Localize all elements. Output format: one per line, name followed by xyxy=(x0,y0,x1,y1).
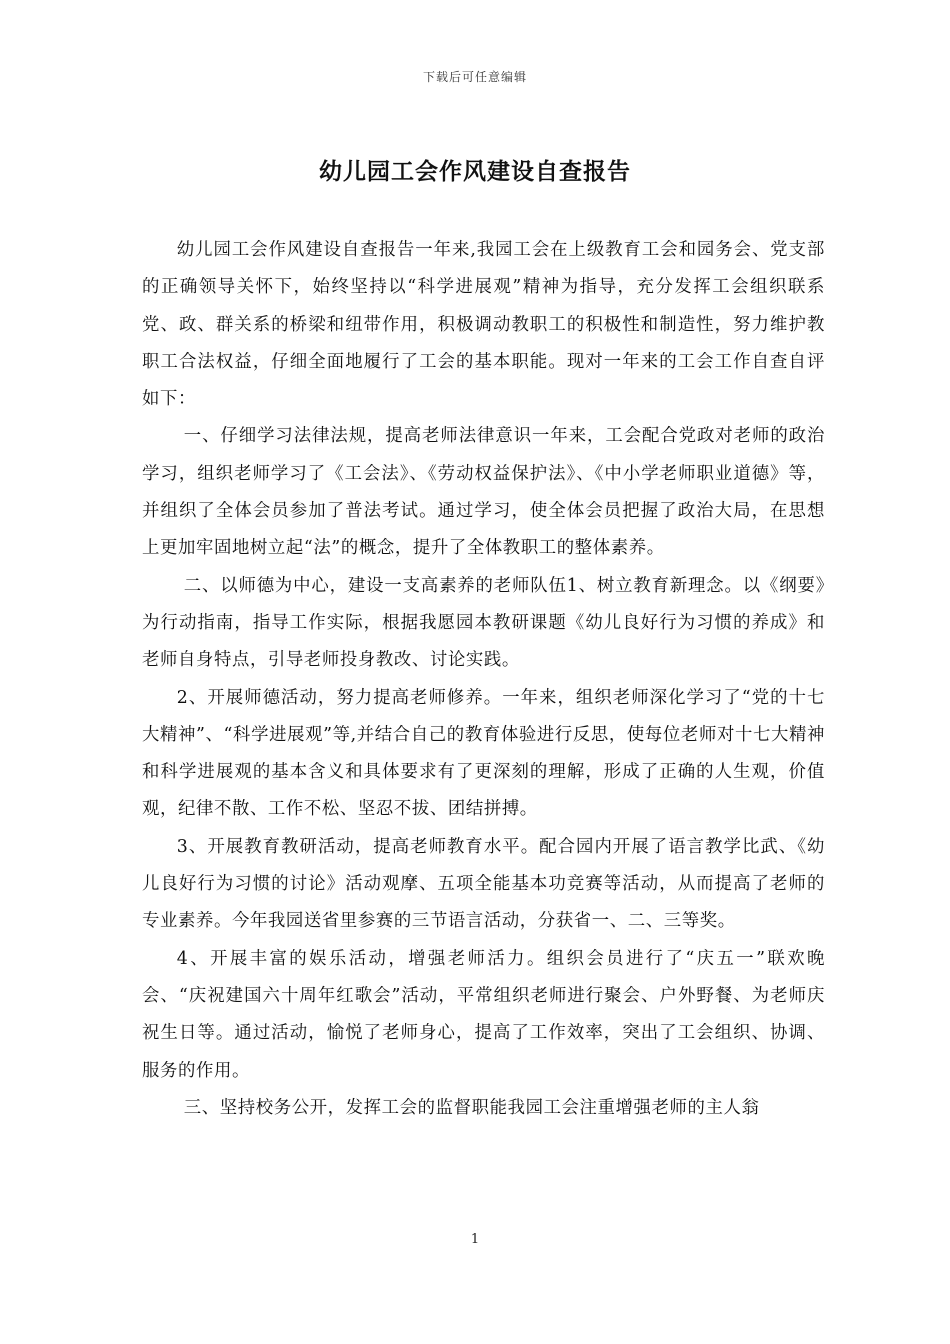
paragraph-section-3: 三、坚持校务公开，发挥工会的监督职能我园工会注重增强老师的主人翁 xyxy=(183,1097,760,1118)
page-number: 1 xyxy=(470,1232,480,1247)
paragraph-item-3: 3、开展教育教研活动，提高老师教育水平。配合园内开展了语言教学比武、《幼儿良好行为习惯的讨论》活动观摩、五项全能基本功竞赛等活动，从而提高了老师的专业素养。今年我园送省里参赛的三节语言活动，分获省一、二、三等奖。 xyxy=(142,836,825,932)
paragraph-section-2: 二、以师德为中心，建设一支高素养的老师队伍1、树立教育新理念。以《纲要》为行动指南，指导工作实际，根据我愿园本教研课题《幼儿良好行为习惯的养成》和老师自身特点，引导老师投身教改、讨论实践。 xyxy=(142,575,825,671)
header-note: 下载后可任意编辑 xyxy=(422,70,527,84)
paragraph-section-1: 一、仔细学习法律法规，提高老师法律意识一年来，工会配合党政对老师的政治学习，组织老师学习了《工会法》、《劳动权益保护法》、《中小学老师职业道德》等，并组织了全体会员参加了普法考试。通过学习，使全体会员把握了政治大局，在思想上更加牢固地树立起“法”的概念，提升了全体教职工的整体素养。 xyxy=(142,426,825,559)
paragraph-item-4: 4、开展丰富的娱乐活动，增强老师活力。组织会员进行了“庆五一”联欢晚会、“庆祝建国六十周年红歌会”活动，平常组织老师进行聚会、户外野餐、为老师庆祝生日等。通过活动，愉悦了老师身心，提高了工作效率，突出了工会组织、协调、服务的作用。 xyxy=(142,948,825,1081)
paragraph-item-2: 2、开展师德活动，努力提高老师修养。一年来，组织老师深化学习了“党的十七大精神”、“科学进展观”等,并结合自己的教育体验进行反思，使每位老师对十七大精神和科学进展观的基本含义和具体要求有了更深刻的理解，形成了正确的人生观，价值观，纪律不散、工作不松、坚忍不拔、团结拼搏。 xyxy=(142,687,825,820)
paragraph-intro: 幼儿园工会作风建设自查报告一年来,我园工会在上级教育工会和园务会、党支部的正确领导关怀下，始终坚持以“科学进展观”精神为指导，充分发挥工会组织联系党、政、群关系的桥梁和纽带作用，积极调动教职工的积极性和制造性，努力维护教职工合法权益，仔细全面地履行了工会的基本职能。现对一年来的工会工作自查自评如下： xyxy=(142,240,825,410)
document-title: 幼儿园工会作风建设自查报告 xyxy=(319,158,631,185)
document-body xyxy=(142,232,825,1127)
